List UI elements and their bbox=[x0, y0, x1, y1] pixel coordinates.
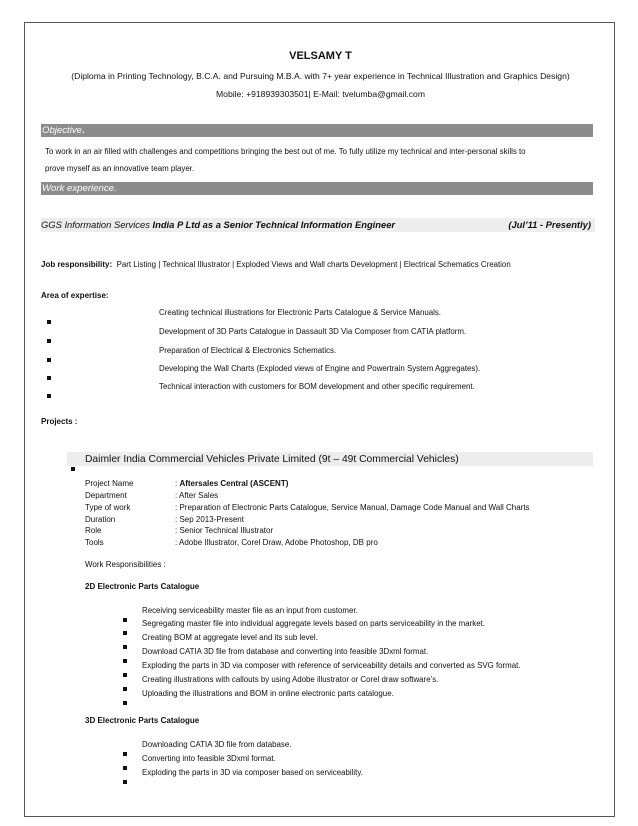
expertise-item: Development of 3D Parts Catalogue in Dassault 3D Via Composer from CATIA platform. bbox=[159, 327, 467, 336]
project-detail-key: Tools bbox=[85, 538, 104, 547]
list-item: Download CATIA 3D file from database and converting into feasible 3Dxml format. bbox=[142, 647, 429, 656]
project-detail-key: Type of work bbox=[85, 503, 131, 512]
bullet-icon bbox=[47, 385, 51, 403]
project-detail-value: : Senior Technical Illustrator bbox=[175, 526, 274, 535]
job-company bbox=[41, 218, 395, 232]
list-item: Downloading CATIA 3D file from database. bbox=[142, 740, 292, 749]
expertise-item: Creating technical illustrations for Electronic Parts Catalogue & Service Manuals. bbox=[159, 308, 442, 317]
project-detail-key: Project Name bbox=[85, 479, 134, 488]
list-item: Exploding the parts in 3D via composer based on serviceability. bbox=[142, 768, 363, 777]
project-detail-value: : After Sales bbox=[175, 491, 219, 500]
objective-heading-dot: . bbox=[82, 125, 85, 136]
list-item: Creating BOM at aggregate level and its sub level. bbox=[142, 633, 318, 642]
job-title: India P Ltd as a Senior Technical Information Engineer bbox=[152, 219, 396, 230]
list-item: Segregating master file into individual aggregate levels based on parts serviceability in the market. bbox=[142, 619, 485, 628]
expertise-label: Area of expertise: bbox=[41, 291, 109, 300]
expertise-item: Developing the Wall Charts (Exploded views of Engine and Powertrain System Aggregates). bbox=[159, 364, 481, 373]
project-detail-key: Role bbox=[85, 526, 102, 535]
job-responsibility bbox=[41, 254, 511, 272]
job-responsibility-label: Job responsibility: bbox=[41, 260, 113, 269]
list-item: Converting into feasible 3Dxml format. bbox=[142, 754, 276, 763]
section-2d-heading: 2D Electronic Parts Catalogue bbox=[85, 582, 200, 591]
bullet-icon bbox=[47, 330, 51, 348]
list-item: Receiving serviceability master file as an input from customer. bbox=[142, 606, 358, 615]
bullet-icon bbox=[47, 349, 51, 367]
section-3d-heading: 3D Electronic Parts Catalogue bbox=[85, 716, 200, 725]
job-responsibility-text: Part Listing | Technical Illustrator | Exploded Views and Wall charts Development | Electrical Schematics Creation bbox=[116, 260, 511, 269]
list-item: Exploding the parts in 3D via composer with reference of serviceability details and converted as SVG format. bbox=[142, 661, 521, 670]
job-company-prefix: GGS Information Services bbox=[41, 219, 153, 230]
project-detail-value: : Aftersales Central (ASCENT) bbox=[175, 479, 289, 488]
projects-label: Projects : bbox=[41, 417, 78, 426]
project-detail-value: : Sep 2013-Present bbox=[175, 515, 244, 524]
bullet-icon bbox=[47, 367, 51, 385]
job-dates: (Jul’11 - Presently) bbox=[508, 219, 591, 230]
resume-page bbox=[24, 22, 615, 817]
list-item: Uploading the illustrations and BOM in online electronic parts catalogue. bbox=[142, 689, 394, 698]
project-detail-value: : Adobe Illustrator, Corel Draw, Adobe Photoshop, DB pro bbox=[175, 538, 378, 547]
contact-info: Mobile: +918939303501| E-Mail: tvelumba@gmail.com bbox=[216, 89, 425, 99]
job-header bbox=[41, 218, 595, 232]
objective-heading bbox=[41, 124, 593, 137]
project-detail-value: : Preparation of Electronic Parts Catalogue, Service Manual, Damage Code Manual and Wall Charts bbox=[175, 503, 530, 512]
project-detail-key: Duration bbox=[85, 515, 116, 524]
project-detail-key: Department bbox=[85, 491, 127, 500]
bullet-icon bbox=[71, 458, 75, 476]
list-item: Creating illustrations with callouts by using Adobe illustrator or Corel draw software’s. bbox=[142, 675, 439, 684]
objective-heading-text: Objective bbox=[42, 125, 82, 136]
expertise-item: Preparation of Electrical & Electronics Schematics. bbox=[159, 346, 337, 355]
experience-heading: Work experience. bbox=[41, 182, 593, 195]
project-title: Daimler India Commercial Vehicles Private Limited (9t – 49t Commercial Vehicles) bbox=[85, 454, 459, 465]
expertise-item: Technical interaction with customers for BOM development and other specific requirement. bbox=[159, 382, 475, 391]
bullet-icon bbox=[123, 771, 127, 789]
candidate-summary: (Diploma in Printing Technology, B.C.A. and Pursuing M.B.A. with 7+ year experience in Technical Illustration and Graphics Design) bbox=[71, 71, 570, 81]
objective-line-1: To work in an air filled with challenges and competitions bringing the best out of me. To fully utilize my technical and inter-personal skills to bbox=[45, 147, 526, 156]
work-responsibilities-label: Work Responsibilities : bbox=[85, 560, 166, 569]
bullet-icon bbox=[123, 692, 127, 710]
candidate-name: VELSAMY T bbox=[289, 50, 352, 62]
objective-line-2: prove myself as an innovative team player. bbox=[45, 164, 195, 173]
bullet-icon bbox=[47, 311, 51, 329]
